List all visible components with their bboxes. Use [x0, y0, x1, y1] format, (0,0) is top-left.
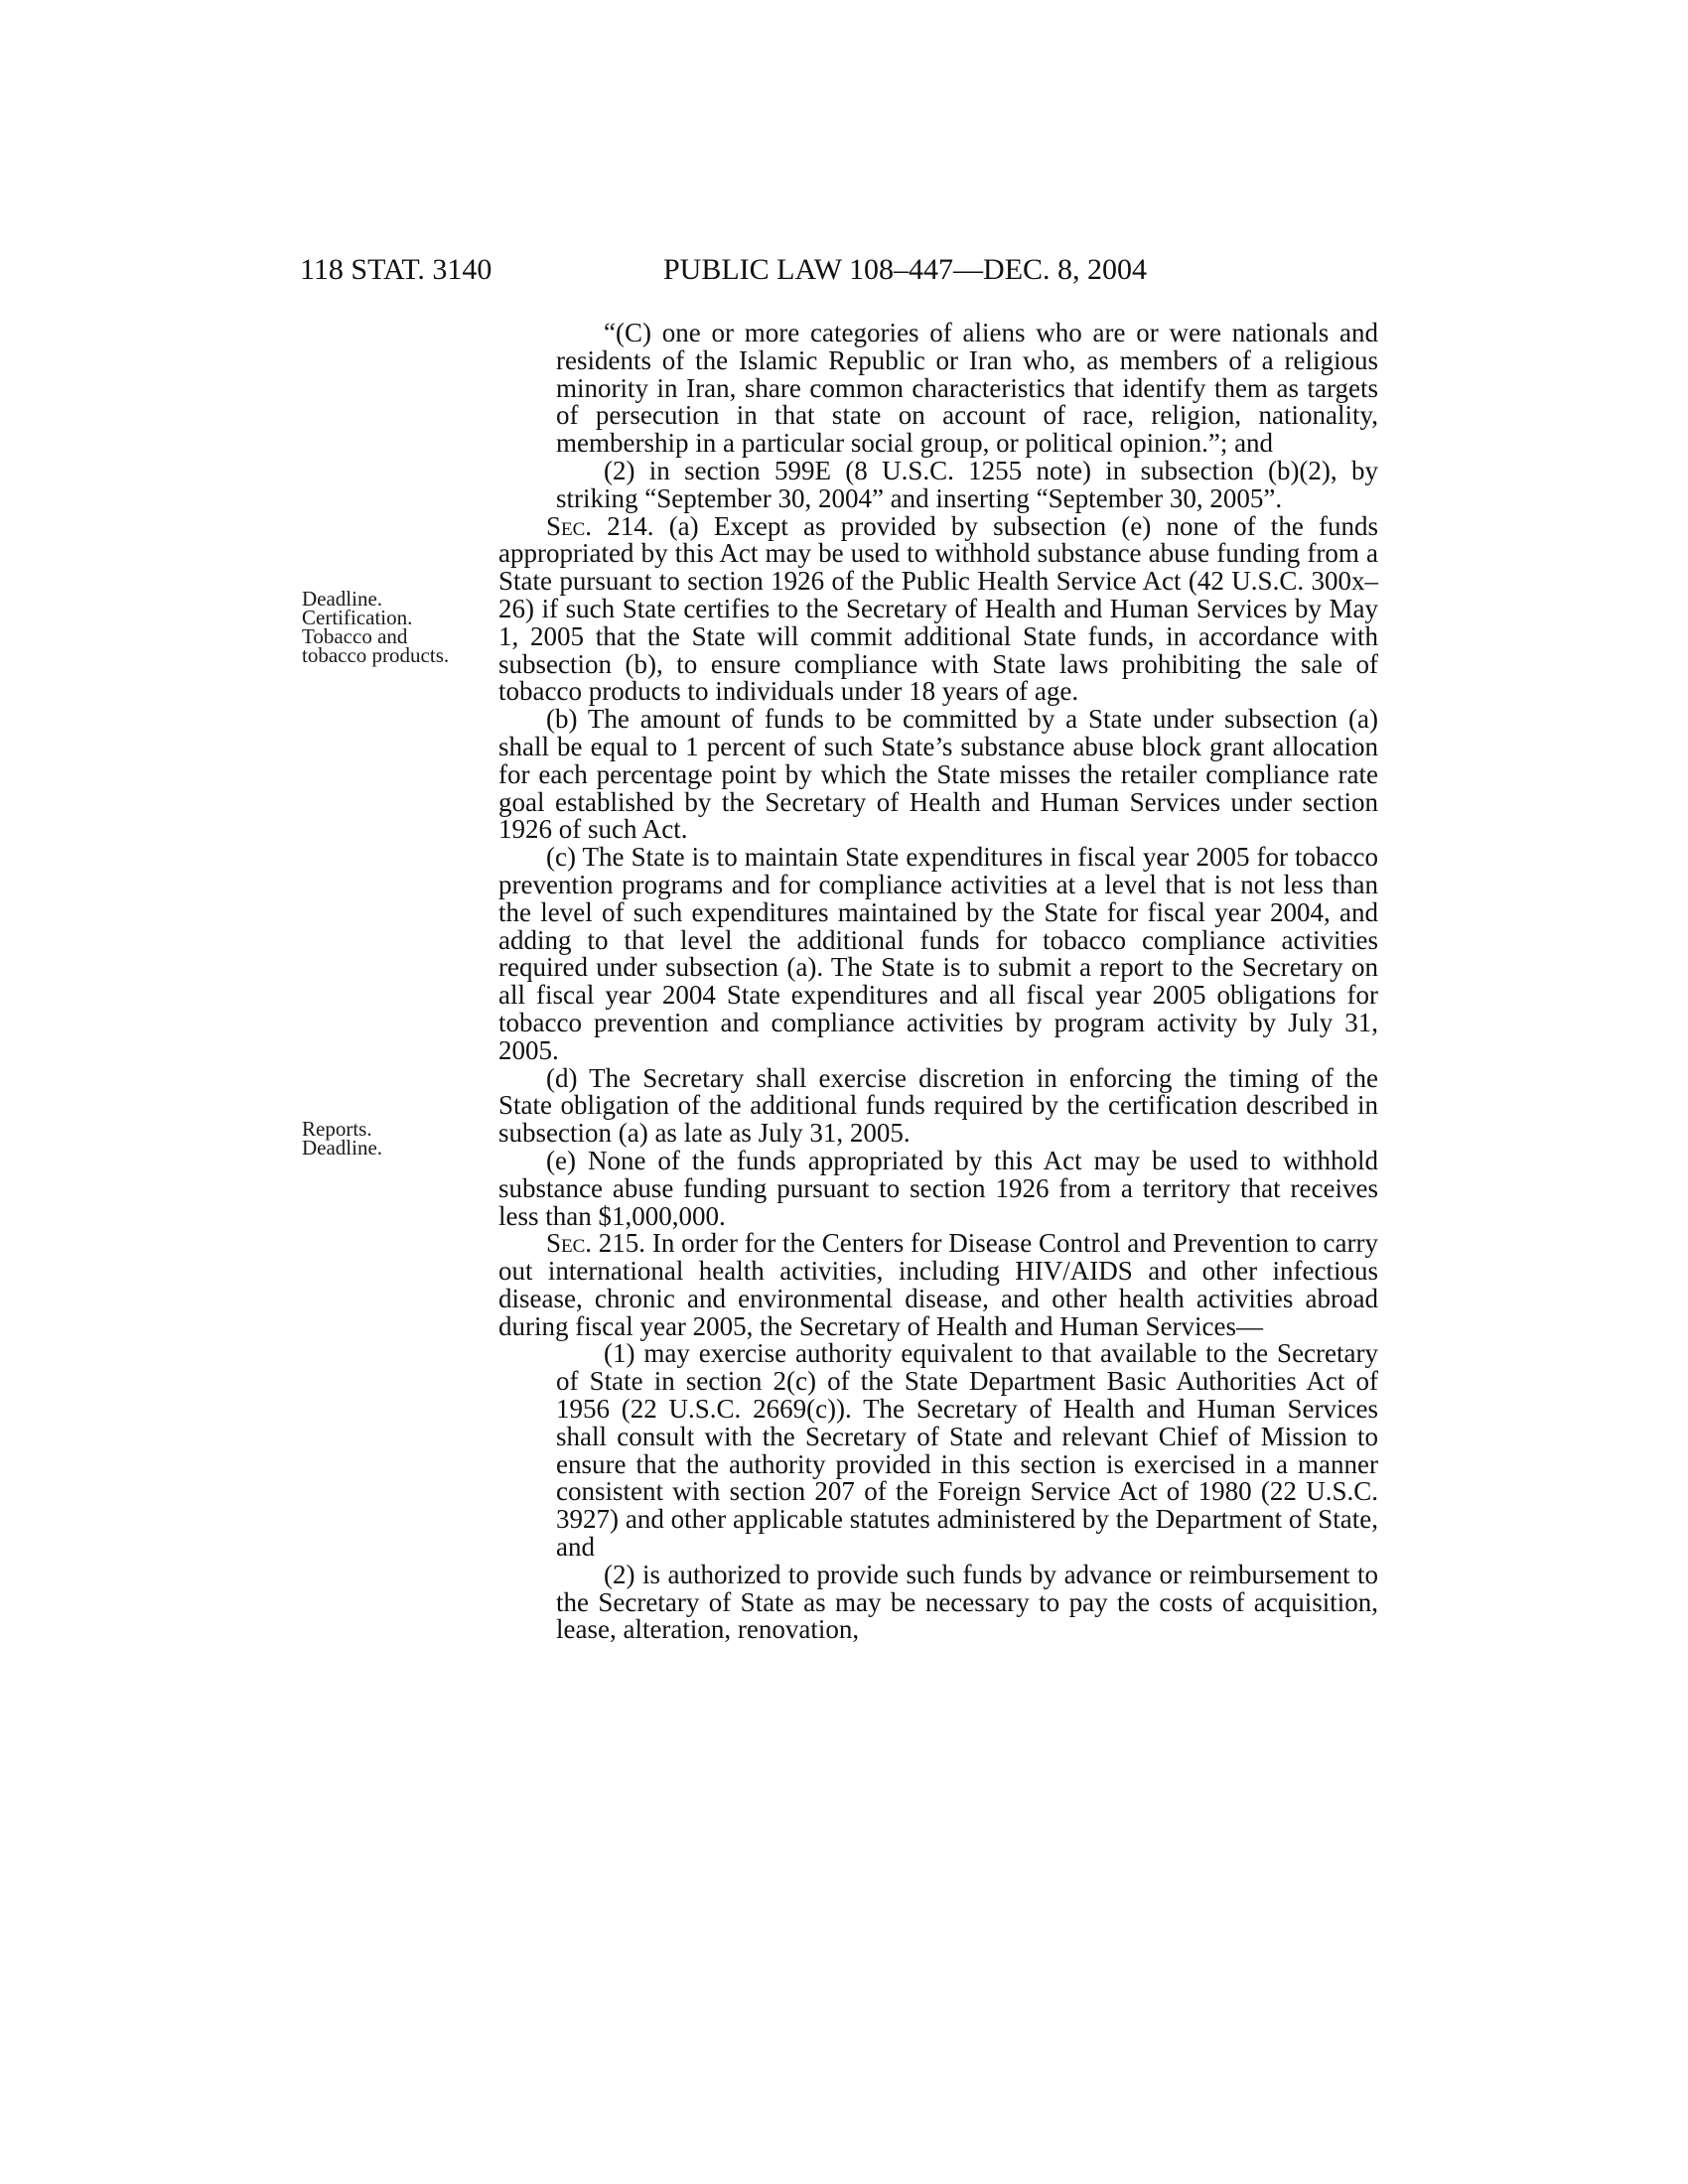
margin-note-line: tobacco products.	[302, 643, 450, 667]
page-header	[0, 250, 1688, 290]
margin-note-sec214	[302, 587, 471, 667]
margin-note-reports	[302, 1117, 471, 1160]
section-label: Sec.	[546, 1228, 593, 1259]
margin-note-line: Deadline.	[302, 1136, 383, 1160]
running-head: PUBLIC LAW 108–447—DEC. 8, 2004	[663, 253, 1148, 286]
section-214-e: (e) None of the funds appropriated by this Act may be used to withhold substance abuse funding pursuant to section 1926 from a territory that receives less than $1,000,000.	[498, 1145, 1378, 1231]
margin-note-line: Tobacco and	[302, 624, 408, 648]
margin-note-line: Deadline.	[302, 587, 383, 611]
paragraph-2: (2) in section 599E (8 U.S.C. 1255 note) in subsection (b)(2), by striking “September 30, 2004” and inserting “September 30, 2005”.	[556, 455, 1378, 513]
margin-note-line: Reports.	[302, 1117, 372, 1141]
section-label: Sec.	[546, 510, 593, 541]
statute-page-reference: 118 STAT. 3140	[300, 253, 492, 286]
section-215	[498, 1230, 1378, 1340]
section-214-a-text: 214. (a) Except as provided by subsection (e) none of the funds appropriated by this Act may be used to withhold substance abuse funding from a State pursuant to section 1926 of the Public Health Service Act (42 U.S.C. 300x–26) if such State certifies to the Secretary of Health and Human Services by May 1, 2005 that the State will commit additional State funds, in accordance with subsection (b), to ensure compliance with State laws prohibiting the sale of tobacco products to individuals under 18 years of age.	[498, 510, 1378, 707]
section-214-c: (c) The State is to maintain State expenditures in fiscal year 2005 for tobacco prevention programs and for compliance activities at a level that is not less than the level of such expenditures maintained by the State for fiscal year 2004, and adding to that level the additional funds for tobacco compliance activities required under subsection (a). The State is to submit a report to the Secretary on all fiscal year 2004 State expenditures and all fiscal year 2005 obligations for tobacco prevention and compliance activities by program activity by July 31, 2005.	[498, 842, 1378, 1065]
section-215-2: (2) is authorized to provide such funds by advance or reimbursement to the Secretary of State as may be necessary to pay the costs of acquisition, lease, alteration, renovation,	[556, 1559, 1378, 1645]
margin-note-line: Certification.	[302, 606, 413, 629]
section-214-b: (b) The amount of funds to be committed by a State under subsection (a) shall be equal to 1 percent of such State’s substance abuse block grant allocation for each percentage point by which the State misses the retailer compliance rate goal established by the Secretary of Health and Human Services under section 1926 of such Act.	[498, 704, 1378, 845]
section-215-text: 215. In order for the Centers for Disease Control and Prevention to carry out international health activities, including HIV/AIDS and other infectious disease, chronic and environmental disease, and other health activities abroad during fiscal year 2005, the Secretary of Health and Human Services—	[498, 1228, 1378, 1341]
section-214-a	[498, 510, 1378, 707]
section-215-1: (1) may exercise authority equivalent to that available to the Secretary of State in section 2(c) of the State Department Basic Authorities Act of 1956 (22 U.S.C. 2669(c)). The Secretary of Health and Human Services shall consult with the Secretary of State and relevant Chief of Mission to ensure that the authority provided in this section is exercised in a manner consistent with section 207 of the Foreign Service Act of 1980 (22 U.S.C. 3927) and other applicable statutes administered by the Department of State, and	[556, 1338, 1378, 1563]
paragraph-c: “(C) one or more categories of aliens who are or were nationals and residents of the Islamic Republic or Iran who, as members of a religious minority in Iran, share common characteristics that identify them as targets of persecution in that state on account of race, religion, nationality, membership in a particular social group, or political opinion.”; and	[556, 318, 1378, 459]
section-214-d: (d) The Secretary shall exercise discretion in enforcing the timing of the State obligation of the additional funds required by the certification described in subsection (a) as late as July 31, 2005.	[498, 1062, 1378, 1149]
body-text	[498, 320, 1378, 1644]
